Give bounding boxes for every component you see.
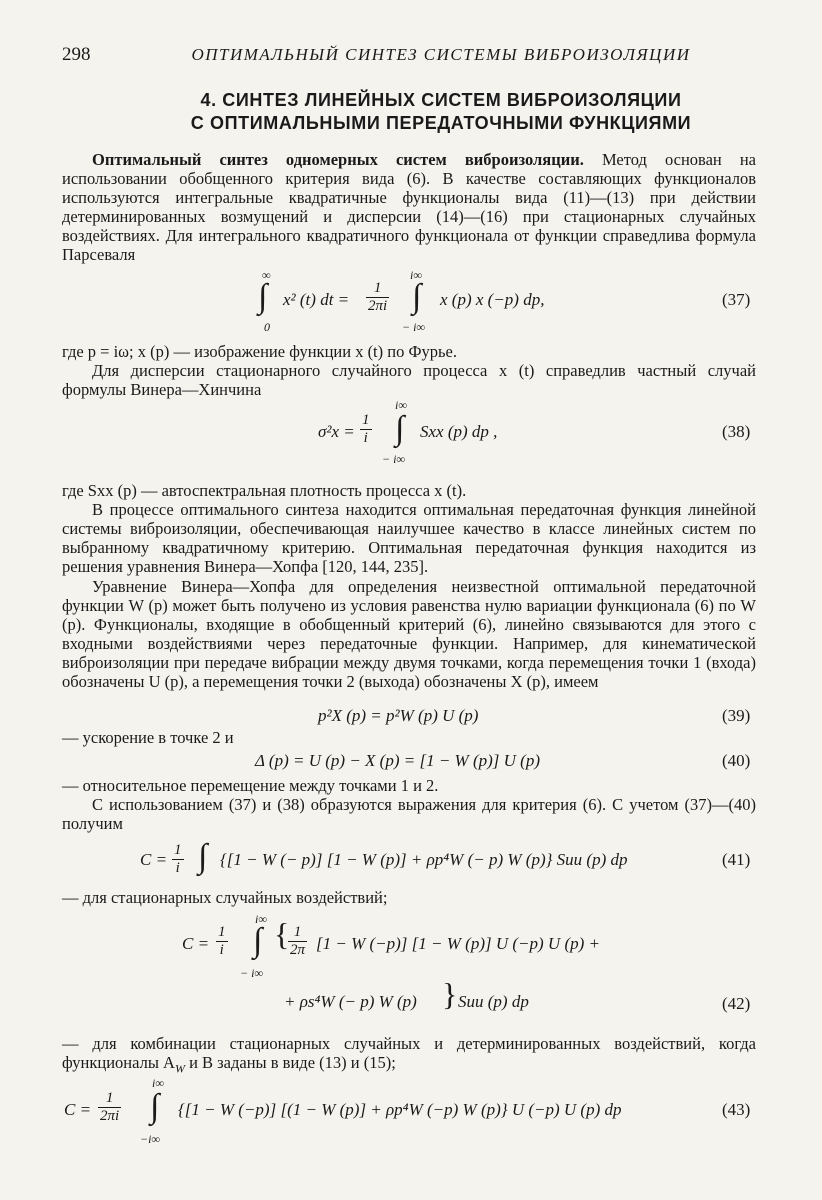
eq42-line2: + ρs⁴W (− p) W (p) <box>284 992 417 1011</box>
eq43-lim-bot: −i∞ <box>140 1132 160 1146</box>
equation-37 <box>0 268 822 338</box>
eq37-rhs: x (p) x (−p) dp, <box>440 290 545 309</box>
paragraph-wiener-hopf: Уравнение Винера—Хопфа для определения неизвестной оптимальной передаточной функции W (p) может быть получено из условия равенства нулю вариации функционала (6) по W (p). Функционалы, входящие в обобщенный критерий (6), линейно связываются для этого с входными воздействиями через передаточные функции. Например, для кинематической виброизоляции при передаче вибрации между двумя точками, когда перемещения точки 1 (входа) обозначены U (p), а перемещения точки 2 (выхода) обозначены X (p), имеем <box>62 577 756 691</box>
equation-43 <box>0 1076 822 1148</box>
equation-number: (42) <box>722 994 751 1013</box>
section-title-line1: 4. СИНТЕЗ ЛИНЕЙНЫХ СИСТЕМ ВИБРОИЗОЛЯЦИИ <box>200 90 682 110</box>
eq37-lim2-bot: − i∞ <box>402 320 425 334</box>
equation-38 <box>0 398 822 468</box>
paragraph-heading: Оптимальный синтез одномерных систем виброизоляции. <box>92 150 584 169</box>
equation-39 <box>0 706 822 728</box>
paragraph-where-s: где Sxx (p) — автоспектральная плотность процесса x (t). <box>62 481 467 500</box>
eq40-expression: Δ (p) = U (p) − X (p) = [1 − W (p)] U (p) <box>255 751 540 770</box>
paragraph-acceleration: — ускорение в точке 2 и <box>62 728 234 747</box>
eq38-rhs: Sxx (p) dp , <box>420 422 498 441</box>
eq37-lim1-top: ∞ <box>262 268 271 282</box>
section-title-line2: С ОПТИМАЛЬНЫМИ ПЕРЕДАТОЧНЫМИ ФУНКЦИЯМИ <box>190 113 692 133</box>
paragraph-intro <box>62 150 756 264</box>
eq42-lim-bot: − i∞ <box>240 966 263 980</box>
paragraph-combination: — для комбинации стационарных случайных и детерминированных воздействий, когда функционалы $A_W$ и B заданы в виде (13) и (15); <box>62 1034 756 1076</box>
integral-sign: ∫ <box>150 1088 160 1125</box>
equation-42 <box>0 912 822 1022</box>
left-brace: { <box>274 916 290 952</box>
eq38-lim-bot: − i∞ <box>382 452 405 466</box>
paragraph-where-p: где p = iω; x (p) — изображение функции x (t) по Фурье. <box>62 342 457 361</box>
eq43-lhs: C = <box>64 1100 92 1119</box>
equation-41 <box>0 838 822 884</box>
eq38-lim-top: i∞ <box>395 398 407 412</box>
integral-sign: ∫ <box>253 922 263 959</box>
eq42-lim-top: i∞ <box>255 912 267 926</box>
equation-number: (38) <box>722 422 751 441</box>
right-brace: } <box>442 976 458 1012</box>
eq43-fraction: $\frac{1}{2\pi i}$ <box>100 1090 120 1125</box>
integral-sign: ∫ <box>258 278 268 315</box>
eq41-fraction: $\frac{1}{i}$ <box>174 842 182 877</box>
integral-sign: ∫ <box>412 278 422 315</box>
eq42-inner-fraction: $\frac{1}{2\pi}$ <box>290 924 306 959</box>
eq42-lhs: C = <box>182 934 210 953</box>
eq43-rhs: {[1 − W (−p)] [(1 − W (p)] + ρp⁴W (−p) W (p)} U (−p) U (p) dp <box>178 1100 622 1119</box>
eq42-line1: [1 − W (−p)] [1 − W (p)] U (−p) U (p) + <box>316 934 600 953</box>
running-title: ОПТИМАЛЬНЫЙ СИНТЕЗ СИСТЕМЫ ВИБРОИЗОЛЯЦИИ <box>191 45 691 64</box>
equation-number: (37) <box>722 290 751 309</box>
paragraph-text: Метод основан на использовании обобщенного критерия вида (6). В качестве составляющих функционалов используются интегральные квадратичные функционалы вида (11)—(13) при действии детерминированных возмущений и дисперсии (14)—(16) при стационарных случайных воздействиях. Для интегрального квадратичного функционала от функции справедлива формула Парсеваля <box>62 150 756 264</box>
equation-number: (43) <box>722 1100 751 1119</box>
eq37-lim2-top: i∞ <box>410 268 422 282</box>
paragraph-synthesis: В процессе оптимального синтеза находится оптимальная передаточная функция линейной системы виброизоляции, обеспечивающая наилучшее качество в классе линейных систем по выбранному квадратичному критерию. Оптимальная передаточная функция находится из решения уравнения Винера—Хопфа [120, 144, 235]. <box>62 500 756 576</box>
page-number: 298 <box>62 44 91 65</box>
eq38-fraction: $\frac{1}{i}$ <box>362 412 370 447</box>
eq42-line2-end: Suu (p) dp <box>458 992 529 1011</box>
eq43-lim-top: i∞ <box>152 1076 164 1090</box>
eq41-rhs: {[1 − W (− p)] [1 − W (p)] + ρp⁴W (− p) W (p)} Suu (p) dp <box>220 850 628 869</box>
eq41-lhs: C = <box>140 850 168 869</box>
equation-number: (41) <box>722 850 751 869</box>
eq42-fraction: $\frac{1}{i}$ <box>218 924 226 959</box>
eq37-fraction: $\frac{1}{2\pi i}$ <box>368 280 388 315</box>
integral-sign: ∫ <box>198 838 208 875</box>
equation-number: (40) <box>722 751 751 770</box>
paragraph-criterion: С использованием (37) и (38) образуются выражения для критерия (6). С учетом (37)—(40) получим <box>62 795 756 833</box>
paragraph-dispersion: Для дисперсии стационарного случайного процесса x (t) справедлив частный случай формулы Винера—Хинчина <box>62 361 756 399</box>
eq37-lim1-bot: 0 <box>264 320 270 334</box>
eq38-lhs: σ²x = <box>318 422 355 441</box>
paragraph-stationary: — для стационарных случайных воздействий; <box>62 888 388 907</box>
eq37-lhs: x² (t) dt = <box>283 290 350 309</box>
integral-sign: ∫ <box>395 410 405 447</box>
eq39-expression: p²X (p) = p²W (p) U (p) <box>318 706 479 725</box>
paragraph-relative: — относительное перемещение между точками 1 и 2. <box>62 776 439 795</box>
equation-number: (39) <box>722 706 751 725</box>
equation-40 <box>0 751 822 773</box>
